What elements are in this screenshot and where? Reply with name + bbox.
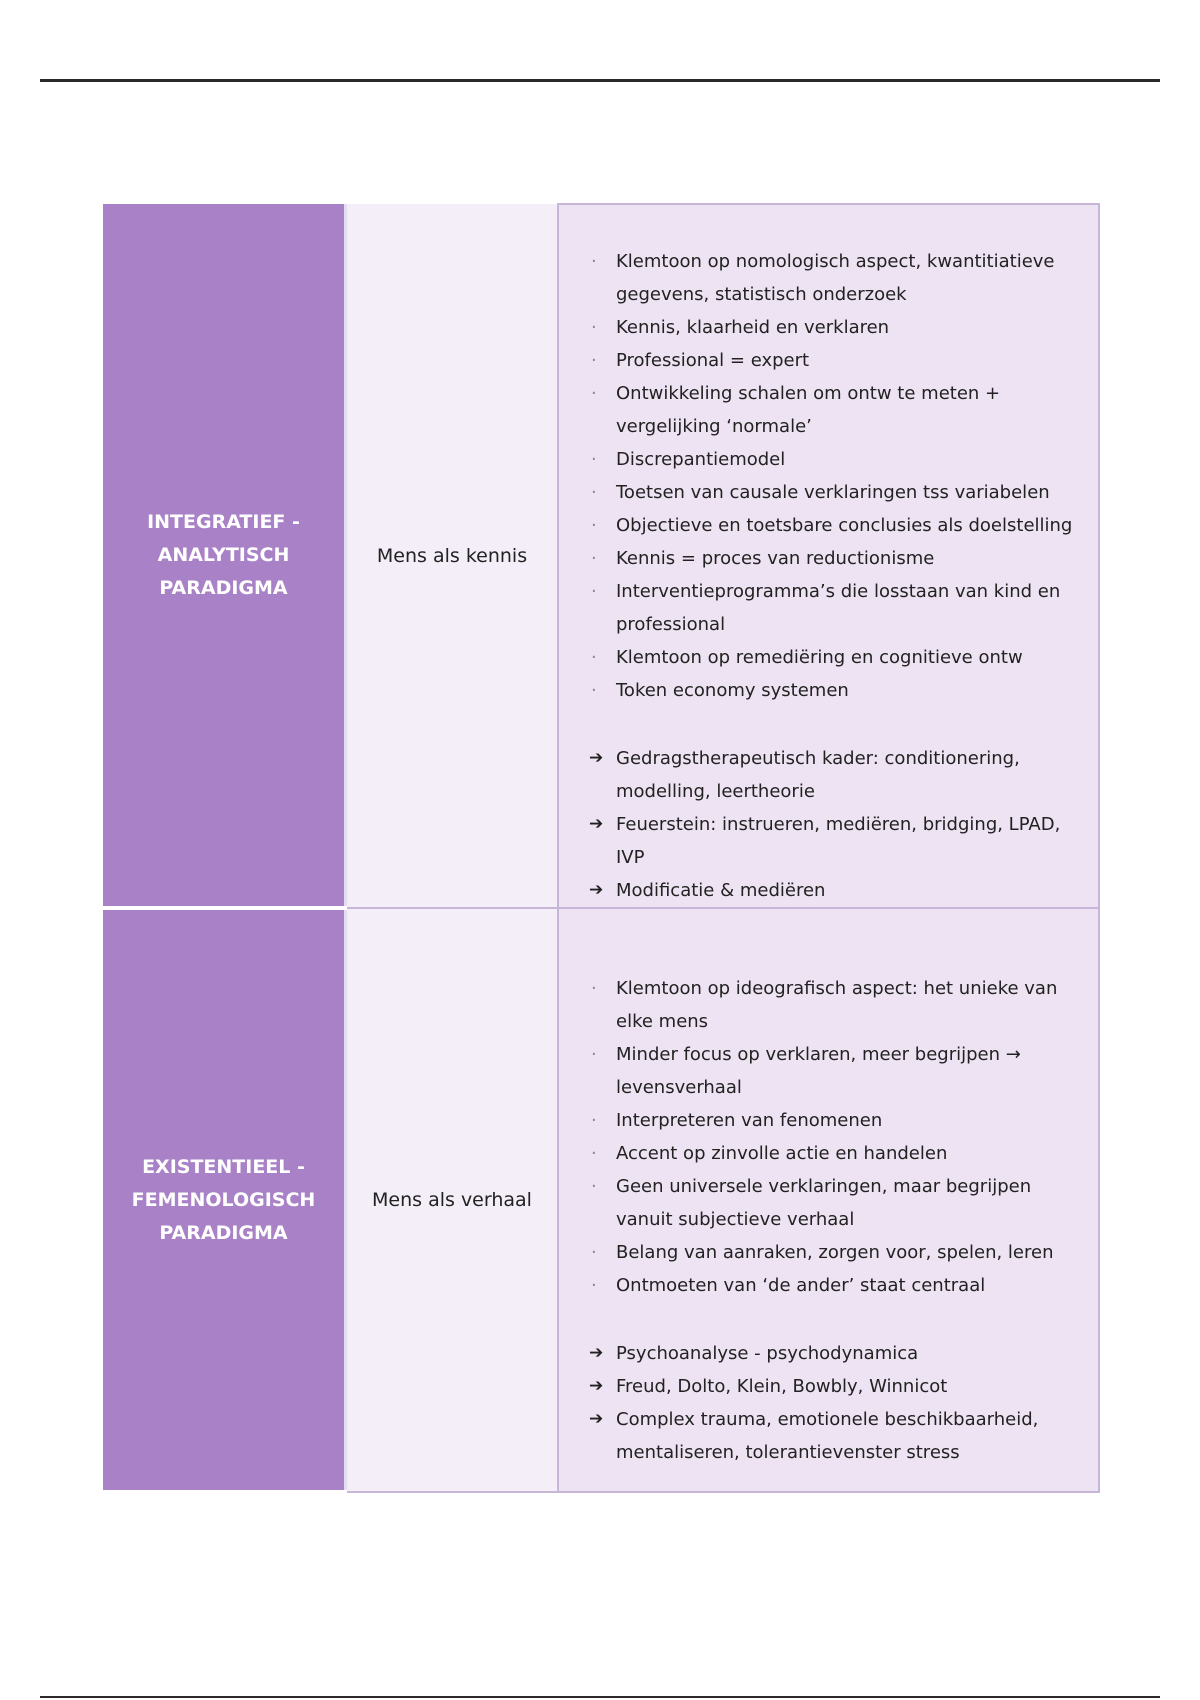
table-row (103, 908, 1099, 1492)
arrow-item: ➔ Feuerstein: instrueren, mediëren, bridging, LPAD, IVP (589, 808, 1082, 874)
arrow-item: ➔ Freud, Dolto, Klein, Bowbly, Winnicot (589, 1370, 1082, 1403)
list-item: · Klemtoon op remediëring en cognitieve ontw (589, 641, 1082, 674)
list-item: · Interventieprogramma’s die losstaan van kind en professional (589, 575, 1082, 641)
bullet-list (589, 972, 1082, 1302)
arrow-item: ➔ Complex trauma, emotionele beschikbaarheid, mentaliseren, tolerantievenster stress (589, 1403, 1082, 1469)
list-item: · Objectieve en toetsbare conclusies als doelstelling (589, 509, 1082, 542)
arrow-item: ➔ Modificatie & mediëren (589, 874, 1082, 907)
list-item: · Toetsen van causale verklaringen tss variabelen (589, 476, 1082, 509)
arrow-list (589, 742, 1082, 907)
arrow-item: ➔ Gedragstherapeutisch kader: conditionering, modelling, leertheorie (589, 742, 1082, 808)
paradigm-name: INTEGRATIEF - ANALYTISCH PARADIGMA (103, 204, 346, 908)
list-item: · Accent op zinvolle actie en handelen (589, 1137, 1082, 1170)
list-item: · Minder focus op verklaren, meer begrijpen → levensverhaal (589, 1038, 1082, 1104)
paradigm-content (558, 204, 1099, 908)
list-item: · Belang van aanraken, zorgen voor, spelen, leren (589, 1236, 1082, 1269)
paradigm-content (558, 908, 1099, 1492)
bullet-list (589, 245, 1082, 707)
list-item: · Klemtoon op nomologisch aspect, kwantitiatieve gegevens, statistisch onderzoek (589, 245, 1082, 311)
list-item: · Klemtoon op ideografisch aspect: het unieke van elke mens (589, 972, 1082, 1038)
footer-rule (40, 1696, 1160, 1698)
list-item: · Geen universele verklaringen, maar begrijpen vanuit subjectieve verhaal (589, 1170, 1082, 1236)
list-item: · Token economy systemen (589, 674, 1082, 707)
list-item: · Discrepantiemodel (589, 443, 1082, 476)
header-rule (40, 79, 1160, 82)
paradigm-view: Mens als kennis (346, 204, 559, 908)
list-item: · Ontmoeten van ‘de ander’ staat centraal (589, 1269, 1082, 1302)
list-item: · Ontwikkeling schalen om ontw te meten + vergelijking ‘normale’ (589, 377, 1082, 443)
paradigm-table (103, 203, 1100, 1494)
list-item: · Interpreteren van fenomenen (589, 1104, 1082, 1137)
arrow-list (589, 1337, 1082, 1469)
list-item: · Professional = expert (589, 344, 1082, 377)
arrow-item: ➔ Psychoanalyse - psychodynamica (589, 1337, 1082, 1370)
paradigm-name: EXISTENTIEEL - FEMENOLOGISCH PARADIGMA (103, 908, 346, 1492)
list-item: · Kennis, klaarheid en verklaren (589, 311, 1082, 344)
paradigm-view: Mens als verhaal (346, 908, 559, 1492)
list-item: · Kennis = proces van reductionisme (589, 542, 1082, 575)
table-row (103, 204, 1099, 908)
